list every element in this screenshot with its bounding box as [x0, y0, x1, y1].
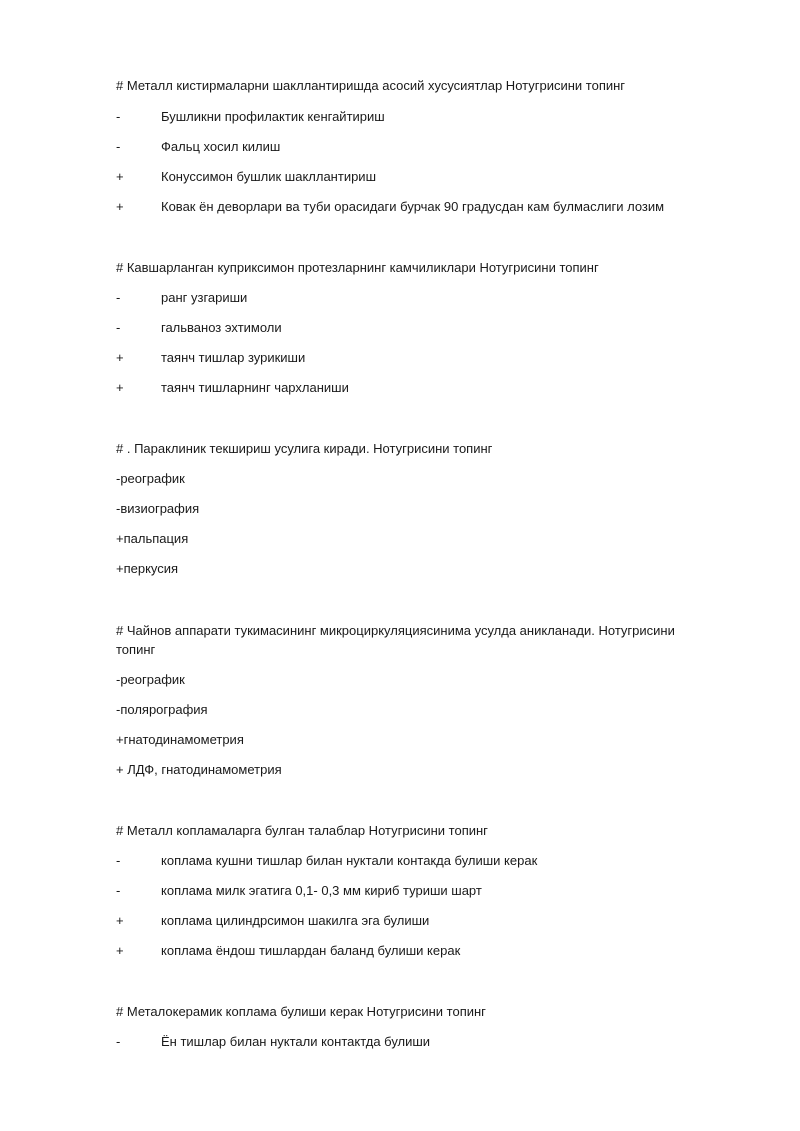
option-text: Ковак ён деворлари ва туби орасидаги бурчак 90 градусдан кам булмаслиги лозим	[161, 199, 665, 214]
option-mark: +	[116, 913, 124, 928]
question-5-option-3	[116, 912, 716, 930]
option-text: +гнатодинамометрия	[116, 732, 244, 747]
option-mark: -	[116, 290, 121, 305]
question-3-option-1	[116, 470, 716, 488]
question-5-title: # Металл копламаларга булган талаблар Нотугрисини топинг	[116, 823, 488, 838]
option-text: коплама милк эгатига 0,1- 0,3 мм кириб туриши шарт	[161, 883, 482, 898]
question-3-option-4	[116, 560, 716, 578]
option-mark: +	[116, 169, 124, 184]
question-2-option-3	[116, 349, 716, 367]
option-mark: -	[116, 109, 121, 124]
option-mark: +	[116, 199, 124, 214]
question-4-option-2	[116, 701, 716, 719]
option-text: коплама цилиндрсимон шакилга эга булиши	[161, 913, 430, 928]
option-mark: -	[116, 1034, 121, 1049]
option-text: таянч тишлар зурикиши	[161, 350, 306, 365]
question-3-option-2	[116, 500, 716, 518]
question-2-title: # Кавшарланган куприксимон протезларнинг камчиликлари Нотугрисини топинг	[116, 260, 599, 275]
question-1-option-3	[116, 168, 716, 186]
option-text: ранг узгариши	[161, 290, 248, 305]
option-text: -реографик	[116, 672, 185, 687]
option-text: -визиография	[116, 501, 200, 516]
question-5-option-2	[116, 882, 716, 900]
option-text: Фальц хосил килиш	[161, 139, 281, 154]
option-mark: -	[116, 883, 121, 898]
question-4-option-3	[116, 731, 716, 749]
option-text: Ён тишлар билан нуктали контактда булиши	[161, 1034, 431, 1049]
question-1-option-2	[116, 138, 716, 156]
question-2-option-1	[116, 289, 716, 307]
option-text: +перкусия	[116, 561, 179, 576]
option-mark: -	[116, 320, 121, 335]
question-6-option-1	[116, 1033, 716, 1051]
question-4-title: # Чайнов аппарати тукимасининг микроциркуляциясинима усулда аникланади. Нотугрисини топинг	[116, 623, 675, 657]
option-text: Конуссимон бушлик шакллантириш	[161, 169, 377, 184]
question-2-option-2	[116, 319, 716, 337]
option-text: -реографик	[116, 471, 185, 486]
option-text: коплама кушни тишлар билан нуктали контакда булиши керак	[161, 853, 538, 868]
option-text: +пальпация	[116, 531, 189, 546]
option-text: таянч тишларнинг чархланиши	[161, 380, 349, 395]
option-text: -полярография	[116, 702, 208, 717]
question-1-option-1	[116, 108, 716, 126]
option-text: Бушликни профилактик кенгайтириш	[161, 109, 385, 124]
option-text: гальваноз эхтимоли	[161, 320, 282, 335]
question-1-option-4	[116, 198, 716, 216]
option-mark: +	[116, 943, 124, 958]
question-5-option-1	[116, 852, 716, 870]
question-2-option-4	[116, 379, 716, 397]
question-4-option-1	[116, 671, 716, 689]
question-1-title: # Металл кистирмаларни шакллантиришда асосий хусусиятлар Нотугрисини топинг	[116, 78, 626, 93]
option-mark: -	[116, 853, 121, 868]
question-3-title: # . Параклиник текшириш усулига киради. Нотугрисини топинг	[116, 441, 493, 456]
question-4-option-4	[116, 761, 716, 779]
option-mark: -	[116, 139, 121, 154]
question-6-title: # Металокерамик коплама булиши керак Нотугрисини топинг	[116, 1004, 486, 1019]
question-5-option-4	[116, 942, 716, 960]
question-3-option-3	[116, 530, 716, 548]
option-text: + ЛДФ, гнатодинамометрия	[116, 762, 282, 777]
option-mark: +	[116, 380, 124, 395]
option-mark: +	[116, 350, 124, 365]
option-text: коплама ёндош тишлардан баланд булиши керак	[161, 943, 461, 958]
